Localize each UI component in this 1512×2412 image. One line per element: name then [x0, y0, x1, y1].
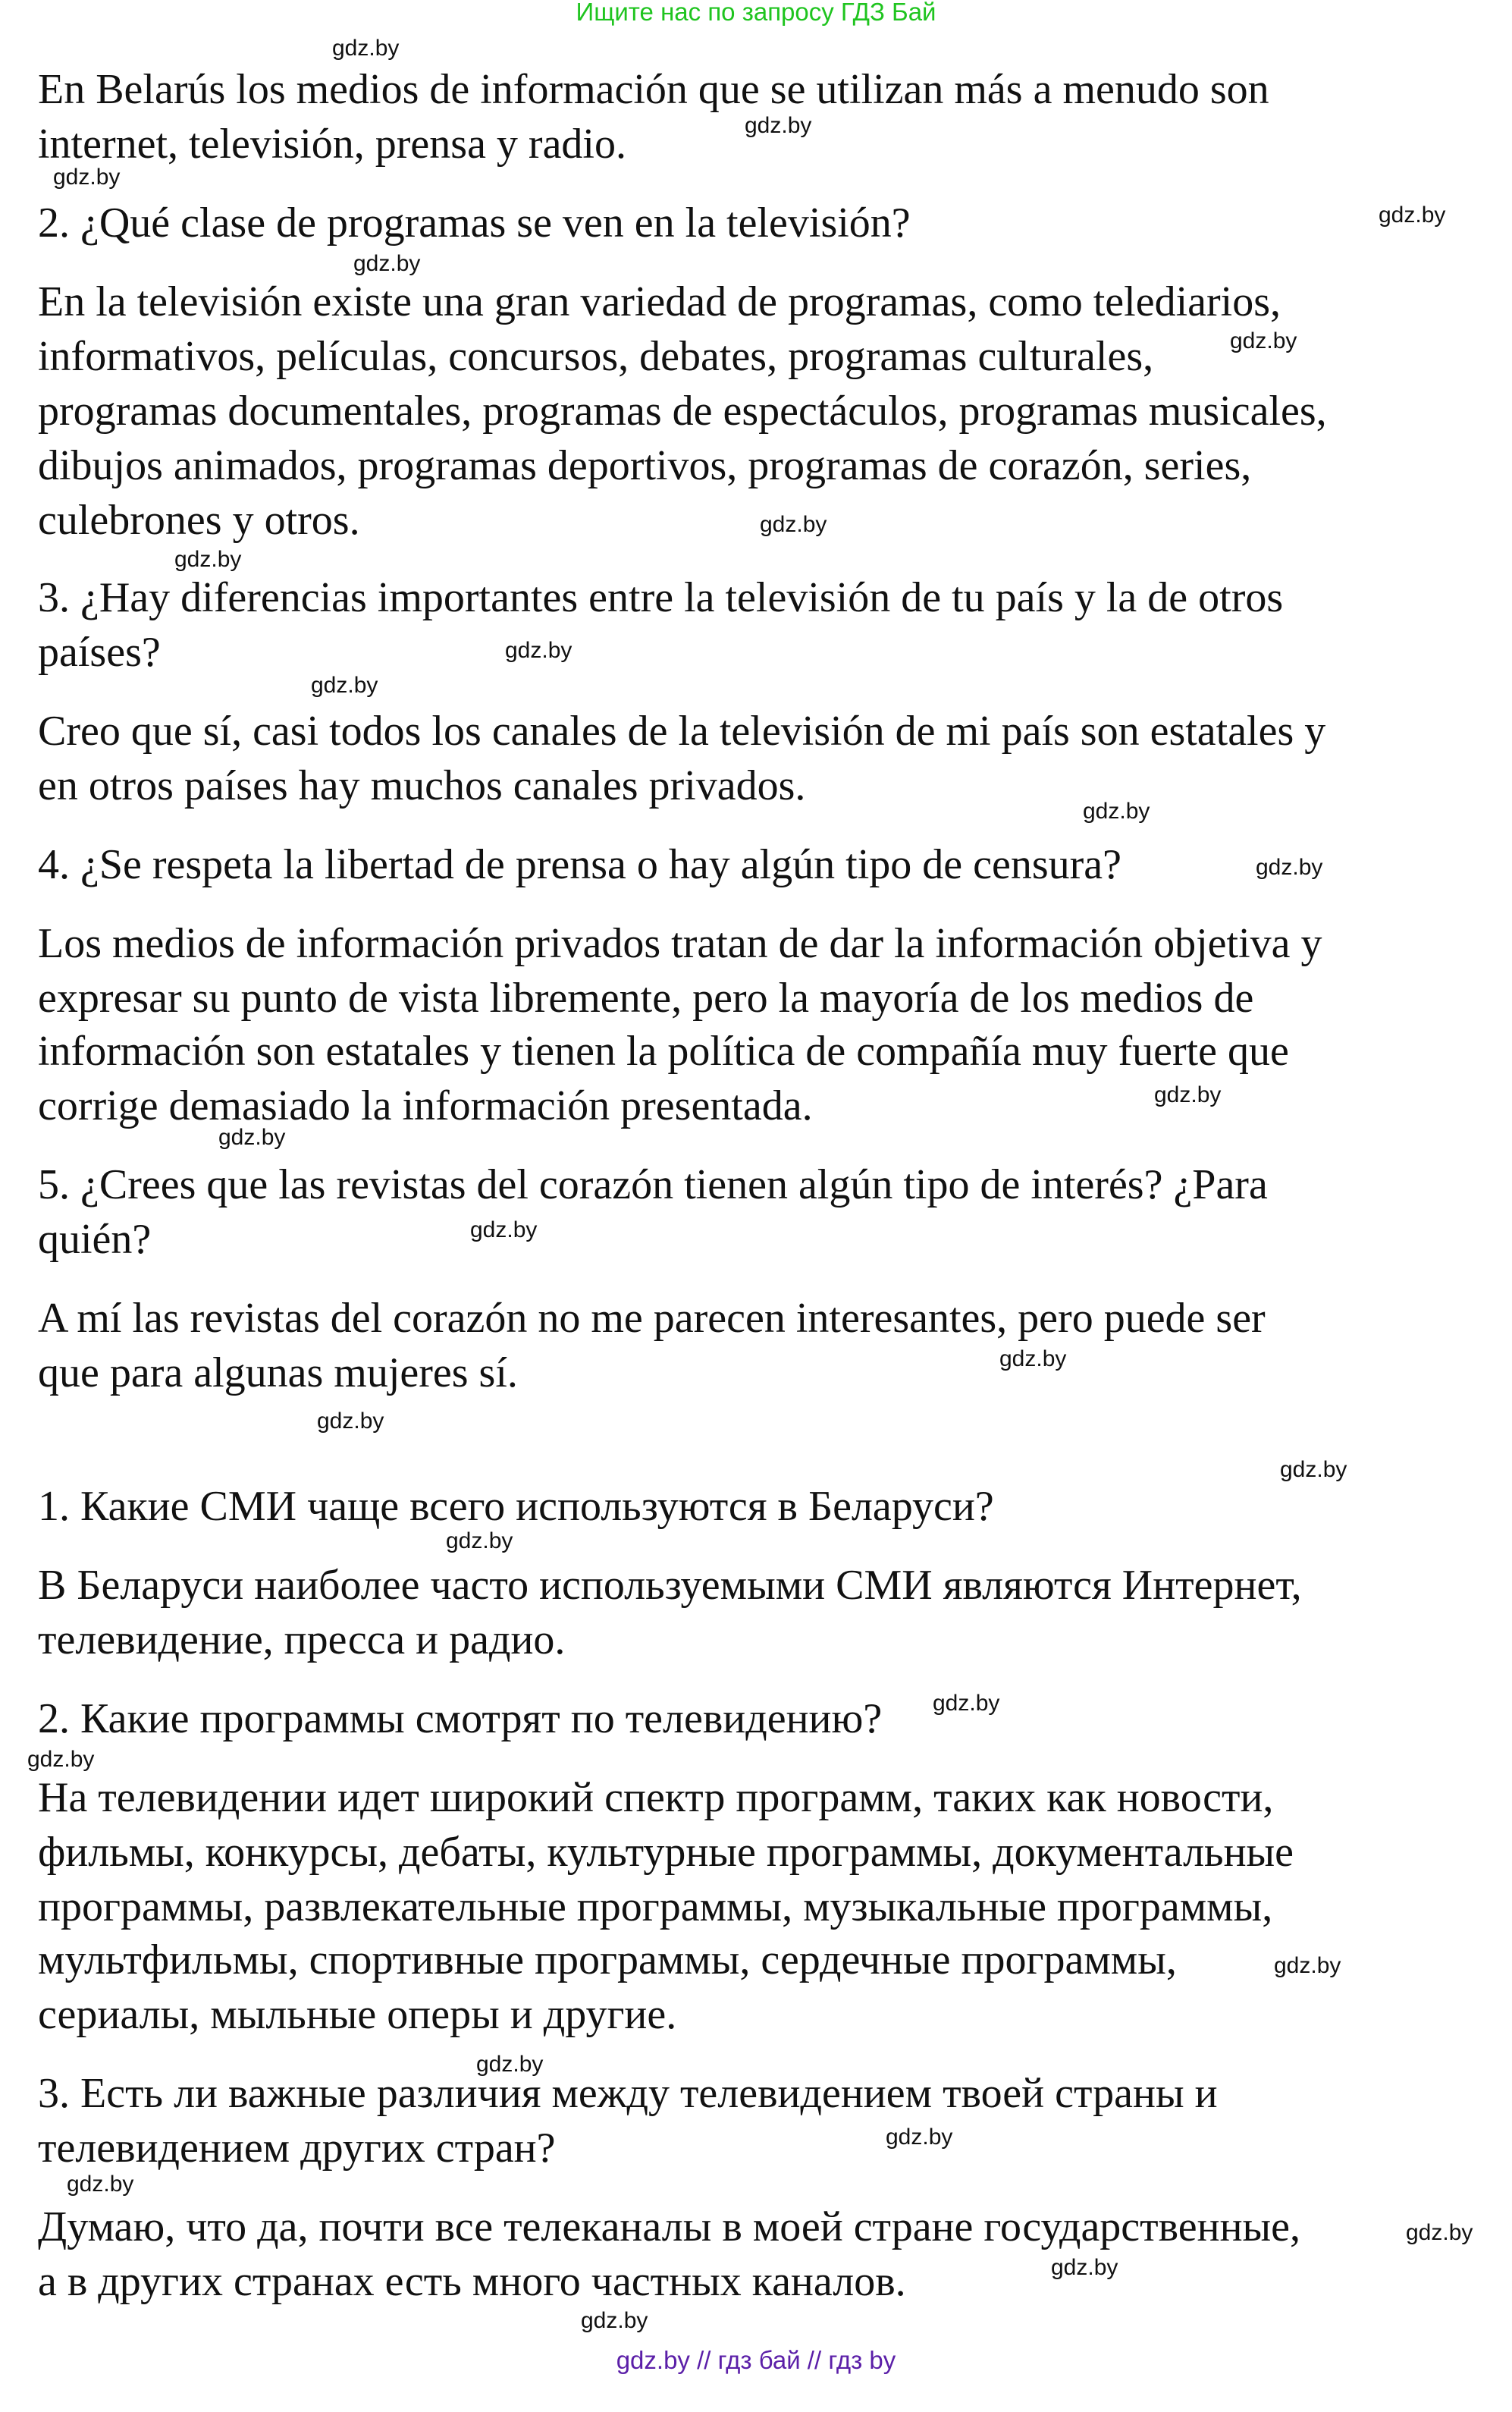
watermark-text: gdz.by — [174, 547, 242, 572]
answer-text: países? — [38, 629, 161, 676]
answer-text: Creo que sí, casi todos los canales de la televisión de mi país son estatales y — [38, 708, 1326, 755]
watermark-text: gdz.by — [446, 1528, 513, 1553]
watermark-text: gdz.by — [1051, 2255, 1118, 2280]
answer-text: informativos, películas, concursos, debates, programas culturales, — [38, 333, 1154, 380]
answer-text: que para algunas mujeres sí. — [38, 1349, 518, 1396]
watermark-text: gdz.by — [218, 1125, 286, 1150]
question-text: 4. ¿Se respeta la libertad de prensa o hay algún tipo de censura? — [38, 841, 1121, 888]
question-text: 3. ¿Hay diferencias importantes entre la televisión de tu país y la de otros — [38, 574, 1284, 621]
answer-text: dibujos animados, programas deportivos, programas de corazón, series, — [38, 442, 1252, 489]
answer-text: телевидением других стран? — [38, 2125, 556, 2172]
answer-text: программы, развлекательные программы, музыкальные программы, — [38, 1883, 1273, 1930]
watermark-text: gdz.by — [745, 113, 812, 138]
answer-text: A mí las revistas del corazón no me parecen interesantes, pero puede ser — [38, 1295, 1266, 1342]
watermark-text: gdz.by — [27, 1747, 95, 1772]
watermark-text: gdz.by — [1406, 2220, 1473, 2245]
answer-text: expresar su punto de vista libremente, pero la mayoría de los medios de — [38, 975, 1254, 1022]
footer-links[interactable]: gdz.by // гдз бай // гдз by — [616, 2346, 896, 2374]
watermark-text: gdz.by — [470, 1217, 538, 1242]
question-text: 2. ¿Qué clase de programas se ven en la televisión? — [38, 199, 911, 247]
watermark-text: gdz.by — [1256, 855, 1323, 880]
watermark-text: gdz.by — [1154, 1082, 1222, 1107]
watermark-text: gdz.by — [1230, 328, 1297, 353]
answer-text: телевидение, пресса и радио. — [38, 1616, 566, 1663]
question-text: 2. Какие программы смотрят по телевидению? — [38, 1695, 883, 1742]
watermark-text: gdz.by — [476, 2052, 544, 2077]
answer-text: En Belarús los medios de información que se utilizan más a menudo son — [38, 66, 1269, 113]
watermark-text: gdz.by — [67, 2172, 134, 2197]
watermark-text: gdz.by — [332, 36, 400, 61]
answer-text: En la televisión existe una gran variedad de programas, como telediarios, — [38, 278, 1281, 325]
watermark-text: gdz.by — [581, 2308, 648, 2333]
watermark-text: gdz.by — [886, 2125, 953, 2150]
watermark-text: gdz.by — [311, 673, 378, 698]
answer-text: а в других странах есть много частных каналов. — [38, 2258, 906, 2305]
answer-text: corrige demasiado la información presentada. — [38, 1082, 813, 1129]
question-text: 3. Есть ли важные различия между телевидением твоей страны и — [38, 2070, 1218, 2117]
answer-text: сериалы, мыльные оперы и другие. — [38, 1991, 677, 2038]
watermark-text: gdz.by — [1274, 1953, 1341, 1978]
watermark-text: gdz.by — [353, 251, 421, 276]
search-hint-banner: Ищите нас по запросу ГДЗ Бай — [576, 0, 936, 26]
watermark-text: gdz.by — [1083, 799, 1150, 824]
watermark-text: gdz.by — [760, 512, 827, 537]
answer-text: Думаю, что да, почти все телеканалы в моей стране государственные, — [38, 2203, 1301, 2250]
question-text: 1. Какие СМИ чаще всего используются в Беларуси? — [38, 1483, 994, 1530]
answer-text: programas documentales, programas de espectáculos, programas musicales, — [38, 388, 1327, 435]
question-text: 5. ¿Crees que las revistas del corazón tienen algún tipo de interés? ¿Para — [38, 1161, 1268, 1208]
watermark-text: gdz.by — [1280, 1457, 1347, 1482]
answer-text: На телевидении идет широкий спектр программ, таких как новости, — [38, 1774, 1274, 1821]
answer-text: información son estatales y tienen la política de compañía muy fuerte que — [38, 1028, 1289, 1075]
answer-text: culebrones y otros. — [38, 497, 360, 544]
answer-text: internet, televisión, prensa y radio. — [38, 121, 626, 168]
answer-text: фильмы, конкурсы, дебаты, культурные программы, документальные — [38, 1829, 1294, 1876]
answer-text: en otros países hay muchos canales privados. — [38, 762, 806, 809]
answer-text: Los medios de información privados tratan de dar la información objetiva y — [38, 920, 1322, 967]
watermark-text: gdz.by — [317, 1409, 384, 1434]
watermark-text: gdz.by — [1379, 203, 1446, 228]
answer-text: quién? — [38, 1216, 152, 1263]
watermark-text: gdz.by — [999, 1346, 1067, 1371]
answer-text: мультфильмы, спортивные программы, сердечные программы, — [38, 1936, 1177, 1983]
watermark-text: gdz.by — [933, 1691, 1000, 1716]
answer-text: В Беларуси наиболее часто используемыми СМИ являются Интернет, — [38, 1562, 1302, 1609]
watermark-text: gdz.by — [505, 638, 572, 663]
watermark-text: gdz.by — [53, 165, 121, 190]
